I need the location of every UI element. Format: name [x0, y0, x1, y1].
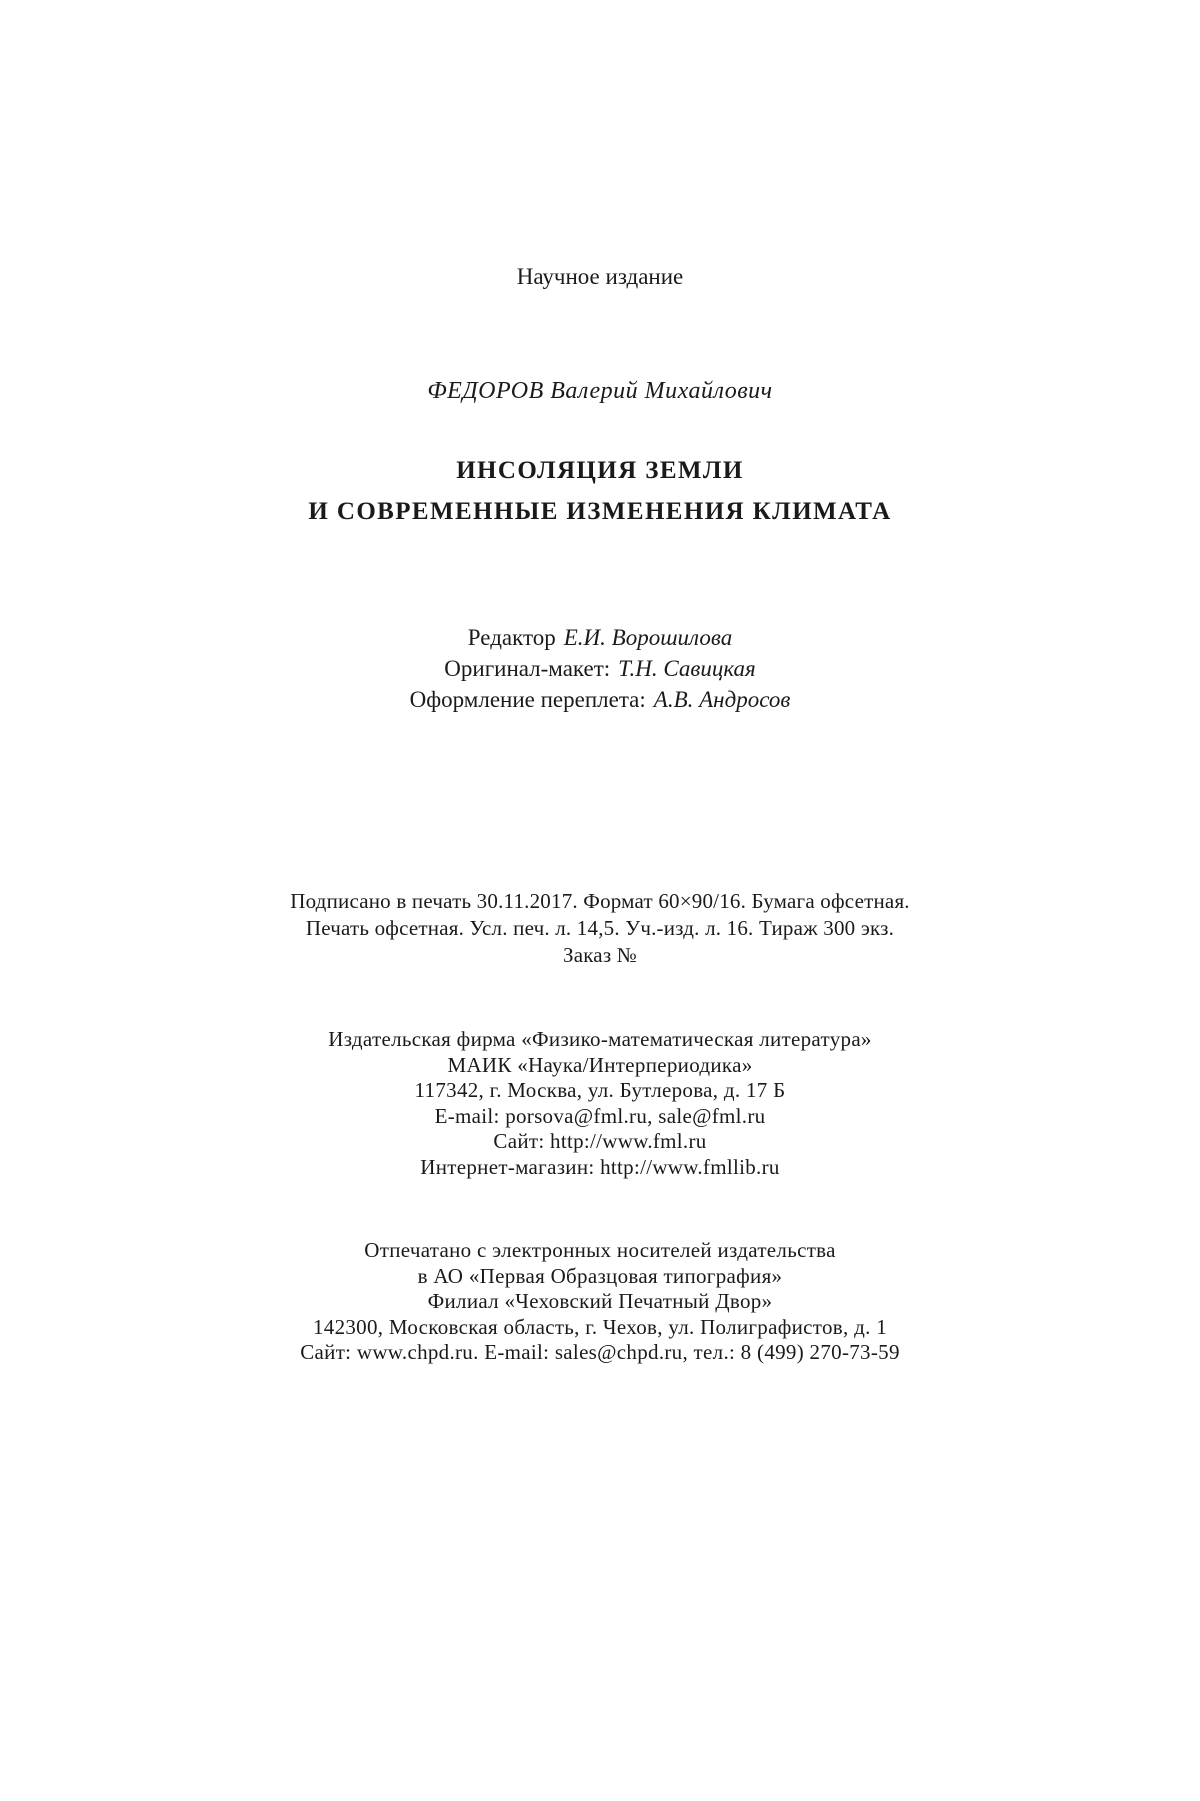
printer-line: Филиал «Чеховский Печатный Двор»	[427, 1289, 773, 1313]
publisher-line: E-mail: porsova@fml.ru, sale@fml.ru	[434, 1103, 766, 1128]
credit-person: А.В. Андросов	[653, 687, 791, 712]
publisher-block	[0, 1027, 1200, 1180]
title-line-2: И СОВРЕМЕННЫЕ ИЗМЕНЕНИЯ КЛИМАТА	[308, 498, 892, 525]
imprint-line: Подписано в печать 30.11.2017. Формат 60×90/16. Бумага офсетная.	[290, 889, 910, 913]
credit-editor	[0, 622, 1200, 653]
credit-layout	[0, 653, 1200, 684]
printer-block	[0, 1238, 1200, 1366]
imprint-block	[0, 888, 1200, 969]
printer-line: Отпечатано с электронных носителей издательства	[364, 1238, 836, 1262]
publisher-line: Издательская фирма «Физико-математическая литература»	[328, 1027, 872, 1051]
credit-role: Оригинал-макет:	[444, 656, 611, 681]
publisher-line: Сайт: http://www.fml.ru	[493, 1129, 707, 1153]
author-text: ФЕДОРОВ Валерий Михайлович	[427, 378, 773, 404]
imprint-line: Заказ №	[562, 943, 638, 967]
publisher-line: 117342, г. Москва, ул. Бутлерова, д. 17 Б	[414, 1078, 786, 1102]
book-title	[0, 450, 1200, 532]
credit-person: Т.Н. Савицкая	[618, 656, 756, 681]
printer-line: Сайт: www.chpd.ru. E-mail: sales@chpd.ru, тел.: 8 (499) 270-73-59	[300, 1340, 900, 1364]
title-line-1: ИНСОЛЯЦИЯ ЗЕМЛИ	[456, 457, 744, 484]
author-name	[0, 378, 1200, 405]
credits-block	[0, 622, 1200, 715]
series-text: Научное издание	[516, 264, 684, 289]
printer-line: 142300, Московская область, г. Чехов, ул. Полиграфистов, д. 1	[312, 1314, 887, 1339]
imprint-line: Печать офсетная. Усл. печ. л. 14,5. Уч.-изд. л. 16. Тираж 300 экз.	[305, 916, 895, 940]
series-label	[0, 264, 1200, 290]
publisher-line: МАИК «Наука/Интерпериодика»	[447, 1052, 753, 1077]
credit-role: Редактор	[467, 625, 556, 650]
credit-person: Е.И. Ворошилова	[563, 625, 733, 650]
printer-line: в АО «Первая Образцовая типография»	[417, 1263, 783, 1288]
credit-role: Оформление переплета:	[409, 687, 646, 712]
credit-binding-design	[0, 684, 1200, 715]
publisher-line: Интернет-магазин: http://www.fmllib.ru	[420, 1154, 780, 1179]
